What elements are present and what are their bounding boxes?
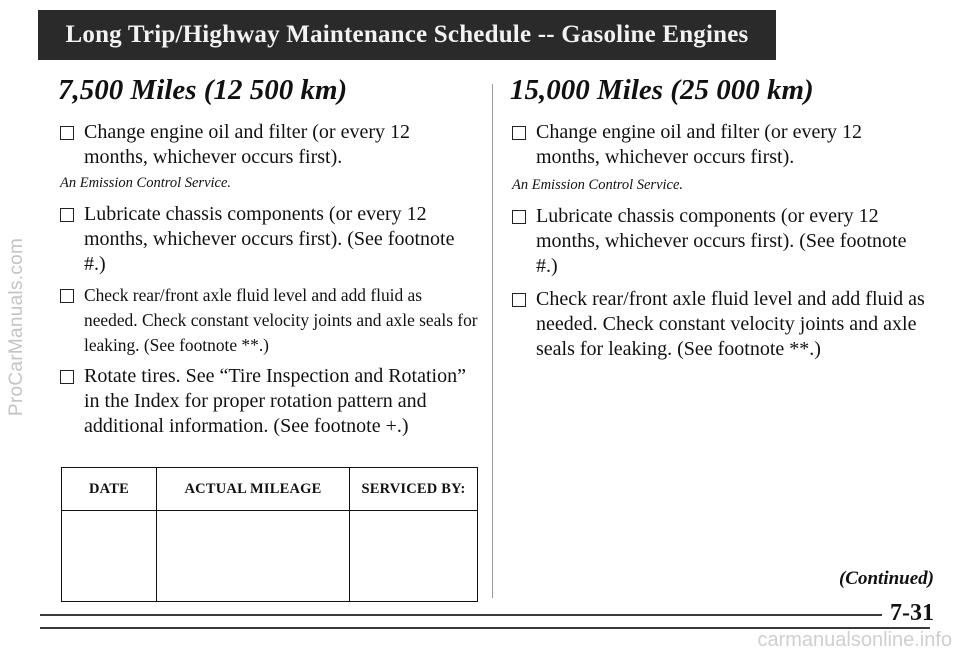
side-watermark-text: ProCarManuals.com [6, 237, 27, 417]
side-watermark [0, 0, 34, 654]
checkbox-icon [60, 208, 74, 222]
right-item-axle [510, 287, 930, 362]
service-cell-date[interactable] [62, 511, 157, 602]
left-item-oil [58, 120, 478, 170]
left-emission-note: An Emission Control Service. [60, 175, 232, 191]
column-divider [492, 84, 493, 598]
right-emission-note: An Emission Control Service. [512, 177, 684, 193]
service-cell-mileage[interactable] [157, 511, 350, 602]
left-item-lubricate-text: Lubricate chassis components (or every 12 months, whichever occurs first). (See footnote #.) [84, 203, 455, 275]
left-item-axle [58, 283, 478, 358]
service-header-mileage: ACTUAL MILEAGE [157, 468, 350, 511]
right-item-axle-text: Check rear/front axle fluid level and add fluid as needed. Check constant velocity joints and axle seals for leaking. (See footnote **.) [536, 288, 925, 360]
right-item-oil-text: Change engine oil and filter (or every 12 months, whichever occurs first). [536, 121, 862, 168]
left-item-axle-text: Check rear/front axle fluid level and add fluid as needed. Check constant velocity joints and axle seals for leaking. (See footnote **.) [84, 285, 478, 355]
right-item-lubricate [510, 204, 930, 279]
left-item-tires-text: Rotate tires. See “Tire Inspection and Rotation” in the Index for proper rotation pattern and additional information. (See footnote +.) [84, 365, 466, 437]
bottom-watermark: carmanualsonline.info [757, 629, 952, 651]
service-header-serviced-by: SERVICED BY: [350, 468, 478, 511]
footer-rule [40, 614, 930, 616]
checkbox-icon [60, 289, 74, 303]
right-item-oil [510, 120, 930, 170]
banner-title: Long Trip/Highway Maintenance Schedule -- Gasoline Engines [65, 21, 749, 48]
service-header-date: DATE [62, 468, 157, 511]
checkbox-icon [60, 126, 74, 140]
service-table-header-row [62, 468, 478, 511]
schedule-banner [38, 10, 776, 60]
checkbox-icon [512, 293, 526, 307]
checkbox-icon [60, 370, 74, 384]
right-item-lubricate-text: Lubricate chassis components (or every 12 months, whichever occurs first). (See footnote #.) [536, 205, 907, 277]
left-heading: 7,500 Miles (12 500 km) [58, 74, 348, 106]
right-column [510, 70, 930, 370]
right-heading: 15,000 Miles (25 000 km) [510, 74, 814, 106]
left-item-lubricate [58, 202, 478, 277]
left-item-oil-text: Change engine oil and filter (or every 12 months, whichever occurs first). [84, 121, 410, 168]
service-table-entry-row [62, 511, 478, 602]
left-column [58, 70, 478, 445]
service-cell-serviced-by[interactable] [350, 511, 478, 602]
service-record-table [61, 467, 478, 602]
left-item-tires [58, 364, 478, 439]
continued-label: (Continued) [838, 568, 934, 589]
checkbox-icon [512, 210, 526, 224]
page-number: 7-31 [882, 600, 934, 627]
checkbox-icon [512, 126, 526, 140]
